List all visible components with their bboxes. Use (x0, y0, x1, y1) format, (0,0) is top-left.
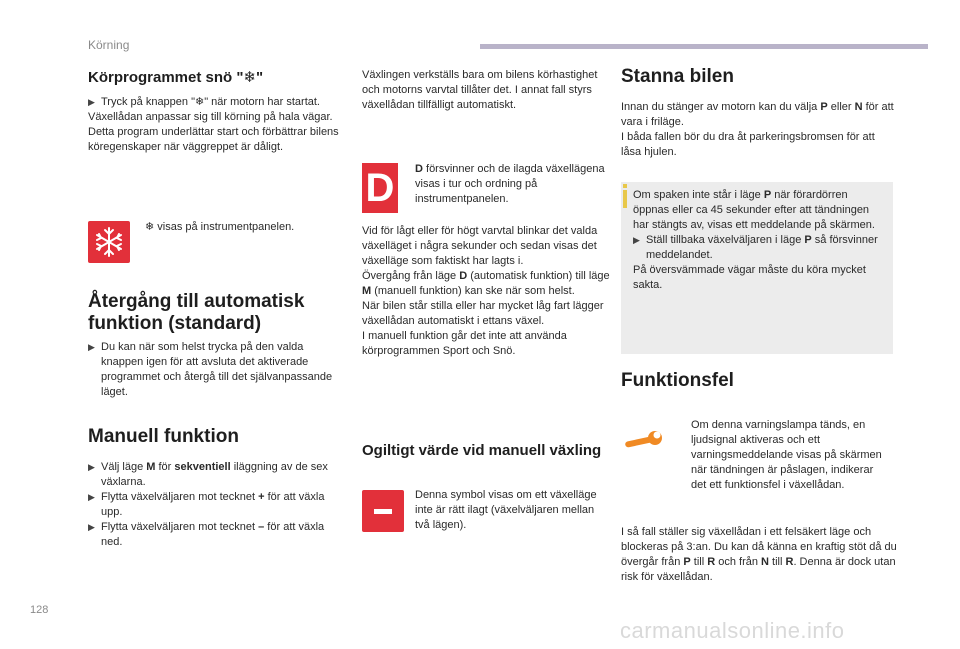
rpm-paragraph-3: När bilen står stilla eller har mycket låg fart lägger växellådan automatiskt i ettans växel. (362, 300, 604, 327)
manual-mode-list (88, 460, 338, 550)
bullet-marker-icon: ▶ (88, 522, 95, 532)
header-bar (480, 44, 928, 49)
malfunction-caption: Om denna varningslampa tänds, en ljudsignal aktiveras och ett varningsmeddelande visas på skärmen när tändningen är påslagen, indikerar det ett funktionsfel i växellådan. (691, 419, 882, 491)
snow-paragraph-2: Detta program underlättar start och förbättrar bilens köregenskaper när väggreppet är dåligt. (88, 126, 339, 153)
snow-program-title: Körprogrammet snö "❄" (88, 69, 264, 86)
auto-return-text (88, 340, 338, 400)
wrench-icon (621, 424, 665, 460)
bullet-marker-icon: ▶ (633, 235, 640, 245)
auto-bullet: ▶ Du kan när som helst trycka på den valda knappen igen för att avsluta det aktiverade programmet och återgå till det självanpassande läget. (88, 341, 333, 398)
d-caption: D försvinner och de ilagda växellägena visas i tur och ordning på instrumentpanelen. (415, 163, 605, 205)
rpm-paragraph-4: I manuell funktion går det inte att använda körprogrammen Sport och Snö. (362, 330, 567, 357)
stop-car-title: Stanna bilen (621, 66, 734, 87)
info-box-text (633, 188, 883, 293)
rpm-text (362, 224, 617, 359)
gear-d-icon: D (362, 163, 398, 213)
snow-program-text (88, 95, 343, 155)
malfunction-paragraph: I så fall ställer sig växellådan i ett felsäkert läge och blockeras på 3:an. Du kan då känna en kraftig stöt då du övergår från P till R och från N till R. Denna är dock utan risk för växellådan. (621, 526, 897, 583)
bullet-marker-icon: ▶ (88, 492, 95, 502)
snow-icon-caption: ❄ visas på instrumentpanelen. (145, 221, 295, 233)
info-bullet: ▶ Ställ tillbaka växelväljaren i läge P så försvinner meddelandet. (633, 234, 878, 261)
bullet-marker-icon: ▶ (88, 342, 95, 352)
stop-car-text (621, 100, 896, 160)
section-label: Körning (88, 38, 130, 52)
manual-bullet-1: ▶ Välj läge M för sekventiell iläggning av de sex växlarna. (88, 461, 328, 488)
snow-paragraph-1: Växellådan anpassar sig till körning på hala vägar. (88, 111, 333, 123)
info-icon-dot (623, 184, 627, 188)
page-number: 128 (30, 604, 49, 616)
gear-change-intro: Växlingen verkställs bara om bilens körhastighet och motorns varvtal tillåter det. I annat fall styrs växellådan tillfälligt automatiskt. (362, 69, 598, 111)
invalid-gear-title: Ogiltigt värde vid manuell växling (362, 442, 602, 459)
invalid-gear-caption: Denna symbol visas om ett växelläge inte är rätt ilagt (växelväljaren mellan två lägen). (415, 489, 597, 531)
rpm-paragraph-1: Vid för lågt eller för högt varvtal blinkar det valda växelläget i några sekunder och sedan visas det växelläge som faktiskt har lagts i. (362, 225, 598, 267)
info-paragraph-1: Om spaken inte står i läge P när förardörren öppnas eller ca 45 sekunder efter att tändningen har stängts av, visas ett meddelande på skärmen. (633, 189, 875, 231)
snow-bullet: ▶ Tryck på knappen "❄" när motorn har startat. (88, 96, 320, 108)
malfunction-text (621, 525, 899, 585)
invalid-gear-icon (362, 490, 404, 532)
info-paragraph-2: På översvämmade vägar måste du köra mycket sakta. (633, 264, 866, 291)
manual-mode-title: Manuell funktion (88, 426, 239, 447)
rpm-paragraph-2: Övergång från läge D (automatisk funktion) till läge M (manuell funktion) kan ske när som helst. (362, 270, 610, 297)
manual-bullet-3: ▶ Flytta växelväljaren mot tecknet – för att växla ned. (88, 521, 325, 548)
stop-paragraph-2: I båda fallen bör du dra åt parkeringsbromsen för att låsa hjulen. (621, 131, 875, 158)
snowflake-icon (88, 221, 130, 263)
bullet-marker-icon: ▶ (88, 462, 95, 472)
info-icon (623, 190, 627, 208)
watermark: carmanualsonline.info (620, 618, 845, 643)
manual-bullet-2: ▶ Flytta växelväljaren mot tecknet + för att växla upp. (88, 491, 325, 518)
bullet-marker-icon: ▶ (88, 97, 95, 107)
malfunction-title: Funktionsfel (621, 370, 734, 391)
stop-paragraph-1: Innan du stänger av motorn kan du välja P eller N för att vara i friläge. (621, 101, 894, 128)
auto-return-title: Återgång till automatisk funktion (standard) (88, 291, 305, 334)
